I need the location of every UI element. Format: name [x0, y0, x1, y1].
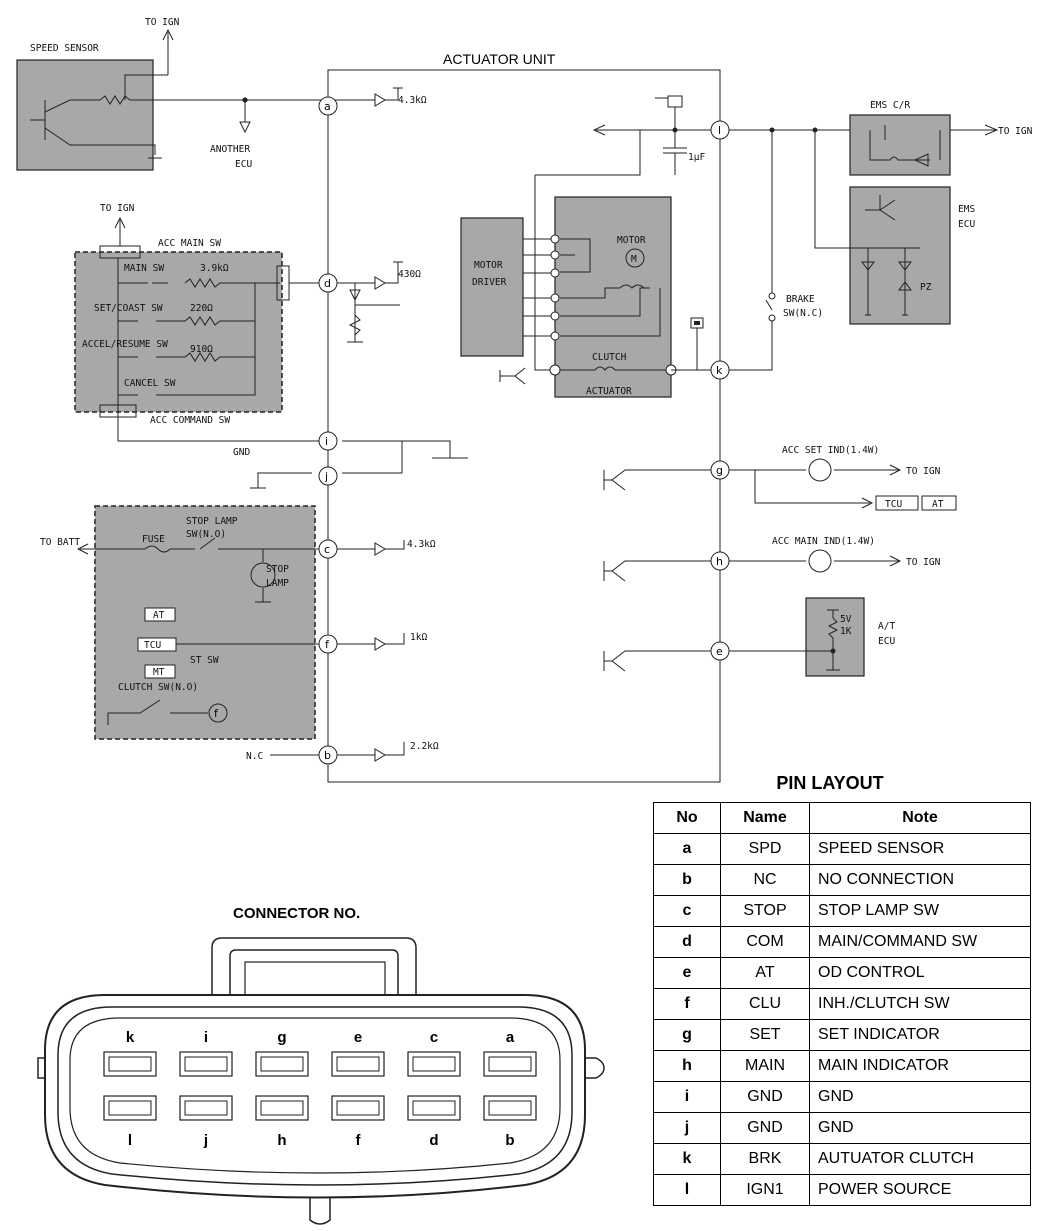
pin-note-cell: STOP LAMP SW [810, 896, 1031, 927]
pin-name-cell: GND [721, 1113, 810, 1144]
connector-drawing [38, 905, 604, 1224]
resistor-d-label: 430Ω [398, 269, 421, 280]
pin-name-cell: CLU [721, 989, 810, 1020]
connector-cavity [484, 1096, 536, 1120]
set-coast-resistor: 220Ω [190, 303, 213, 314]
pin-name-cell: SPD [721, 834, 810, 865]
actuator-internals [461, 96, 720, 397]
resistor-a-label: 4.3kΩ [398, 95, 427, 106]
table-row [654, 1113, 1031, 1144]
pin-f-node: f [325, 638, 329, 651]
speed-sensor-title: SPEED SENSOR [30, 43, 99, 54]
pin-no-cell: c [654, 896, 721, 927]
acc-set-ind-label: ACC SET IND(1.4W) [782, 445, 880, 456]
brake-sw-label-2: SW(N.C) [783, 308, 824, 319]
pullup-resistors [328, 88, 439, 761]
at-ecu-label-2: ECU [878, 636, 896, 647]
pin-a-node: a [324, 100, 331, 113]
motor-m-label: M [631, 254, 637, 265]
clutch-sw-label: CLUTCH SW(N.O) [118, 682, 199, 693]
connector-cavity [256, 1052, 308, 1076]
pin-name-cell: SET [721, 1020, 810, 1051]
pin-header-name: Name [721, 803, 810, 834]
pin-note-cell: INH./CLUTCH SW [810, 989, 1031, 1020]
acc-main-to-ign: TO IGN [906, 557, 941, 568]
connector-pin-label: a [505, 1029, 515, 1046]
fuse-label: FUSE [142, 534, 165, 545]
stop-lamp-sw-label-1: STOP LAMP [186, 516, 238, 527]
connector-cavity [332, 1052, 384, 1076]
main-sw-resistor: 3.9kΩ [200, 263, 229, 274]
clutch-label: CLUTCH [592, 352, 627, 363]
connector-pin-label: f [355, 1132, 361, 1149]
table-row [654, 1082, 1031, 1113]
pin-note-cell: NO CONNECTION [810, 865, 1031, 896]
table-row [654, 1020, 1031, 1051]
another-ecu-label-1: ANOTHER [210, 144, 251, 155]
pin-i-node: i [325, 435, 329, 448]
resistor-b-label: 2.2kΩ [410, 741, 439, 752]
acc-set-at: AT [932, 499, 944, 510]
pin-name-cell: COM [721, 927, 810, 958]
pin-note-cell: MAIN/COMMAND SW [810, 927, 1031, 958]
pin-table-header-row [654, 803, 1031, 834]
ems-ecu-label-1: EMS [958, 204, 976, 215]
connector-cavity [104, 1052, 156, 1076]
ems-ecu-label-2: ECU [958, 219, 976, 230]
resistor-c-label: 4.3kΩ [407, 539, 436, 550]
connector-cavity [408, 1096, 460, 1120]
pin-no-cell: l [654, 1175, 721, 1206]
pin-header-no: No [654, 803, 721, 834]
acc-main-sw-title: ACC MAIN SW [158, 238, 221, 249]
pin-l-node: l [718, 124, 722, 137]
table-row [654, 865, 1031, 896]
acc-set-tcu: TCU [885, 499, 903, 510]
pin-name-cell: GND [721, 1082, 810, 1113]
pin-j-node: j [325, 470, 329, 483]
pin-note-cell: MAIN INDICATOR [810, 1051, 1031, 1082]
table-row [654, 958, 1031, 989]
pin-no-cell: e [654, 958, 721, 989]
at-ecu-5v: 5V [840, 614, 852, 625]
clutch-f-label: f [214, 707, 218, 720]
pin-note-cell: AUTUATOR CLUTCH [810, 1144, 1031, 1175]
connector-pin-label: c [429, 1029, 439, 1046]
main-sw-label: MAIN SW [124, 263, 165, 274]
actuator-label: ACTUATOR [586, 386, 632, 397]
connector-title: CONNECTOR NO. [233, 905, 361, 922]
connector-cavity [104, 1096, 156, 1120]
pin-no-cell: d [654, 927, 721, 958]
table-row [654, 1051, 1031, 1082]
connector-pin-label: e [353, 1029, 363, 1046]
pin-no-cell: f [654, 989, 721, 1020]
pin-b-node: b [324, 749, 331, 762]
capacitor-label: 1μF [688, 152, 706, 163]
pin-e-node: e [716, 645, 723, 658]
gnd-label: GND [233, 447, 251, 458]
connector-pin-label: g [277, 1029, 287, 1046]
mt-option-label: MT [153, 667, 165, 678]
ems-cr-label: EMS C/R [870, 100, 911, 111]
acc-set-to-ign: TO IGN [906, 466, 941, 477]
brake-sw-label-1: BRAKE [786, 294, 815, 305]
actuator-unit-title: ACTUATOR UNIT [443, 51, 556, 67]
pin-no-cell: h [654, 1051, 721, 1082]
pin-name-cell: MAIN [721, 1051, 810, 1082]
table-row [654, 1175, 1031, 1206]
pin-d-node: d [324, 277, 331, 290]
pin-name-cell: IGN1 [721, 1175, 810, 1206]
connector-pin-label: i [203, 1029, 209, 1046]
acc-main-ind-lamp-icon [809, 550, 831, 572]
accel-resume-resistor: 910Ω [190, 344, 213, 355]
another-ecu-label-2: ECU [235, 159, 253, 170]
pin-layout-title: PIN LAYOUT [776, 773, 884, 793]
pin-no-cell: i [654, 1082, 721, 1113]
to-batt-label: TO BATT [40, 537, 81, 548]
connector-pin-label: l [127, 1132, 133, 1149]
set-coast-sw-label: SET/COAST SW [94, 303, 163, 314]
pin-no-cell: j [654, 1113, 721, 1144]
pin-note-cell: POWER SOURCE [810, 1175, 1031, 1206]
acc-set-ind-lamp-icon [809, 459, 831, 481]
connector-pin-label: h [277, 1132, 287, 1149]
connector-pin-label: d [429, 1132, 439, 1149]
connector-cavity [408, 1052, 460, 1076]
table-row [654, 927, 1031, 958]
motor-label: MOTOR [617, 235, 646, 246]
pin-note-cell: OD CONTROL [810, 958, 1031, 989]
pin-layout-table [653, 802, 1031, 1206]
speed-sensor-block [17, 17, 328, 170]
ems-to-ign: TO IGN [998, 126, 1033, 137]
connector-cavity [180, 1052, 232, 1076]
at-option-label: AT [153, 610, 165, 621]
pin-note-cell: SET INDICATOR [810, 1020, 1031, 1051]
pin-name-cell: BRK [721, 1144, 810, 1175]
stop-lamp-label-2: LAMP [266, 578, 289, 589]
st-sw-label: ST SW [190, 655, 219, 666]
accel-resume-sw-label: ACCEL/RESUME SW [82, 339, 168, 350]
pin-no-cell: a [654, 834, 721, 865]
pin-header-note: Note [810, 803, 1031, 834]
pz-label: PZ [920, 282, 932, 293]
table-row [654, 834, 1031, 865]
pin-name-cell: NC [721, 865, 810, 896]
pin-name-cell: AT [721, 958, 810, 989]
stop-lamp-sw-label-2: SW(N.O) [186, 529, 227, 540]
connector-pin-label: b [505, 1132, 515, 1149]
connector-cavity [256, 1096, 308, 1120]
acc-command-sw-label: ACC COMMAND SW [150, 415, 231, 426]
stop-lamp-block [40, 506, 331, 762]
acc-main-ind-label: ACC MAIN IND(1.4W) [772, 536, 875, 547]
stop-lamp-label-1: STOP [266, 564, 289, 575]
resistor-f-label: 1kΩ [410, 632, 428, 643]
nc-label: N.C [246, 751, 264, 762]
connector-pin-label: k [125, 1029, 135, 1046]
pin-note-cell: GND [810, 1113, 1031, 1144]
connector-cavity [484, 1052, 536, 1076]
pin-no-cell: g [654, 1020, 721, 1051]
at-ecu-1k: 1K [840, 626, 852, 637]
actuator-unit-frame [328, 70, 720, 782]
tcu-option-label: TCU [144, 640, 162, 651]
table-row [654, 1144, 1031, 1175]
pin-g-node: g [716, 464, 723, 477]
pin-k-node: k [716, 364, 723, 377]
pin-no-cell: b [654, 865, 721, 896]
at-ecu-label-1: A/T [878, 621, 896, 632]
acc-switch-block [75, 203, 468, 488]
pin-c-node: c [324, 543, 331, 556]
table-row [654, 989, 1031, 1020]
connector-pin-label: j [203, 1132, 209, 1149]
connector-cavity [332, 1096, 384, 1120]
connector-cavity [180, 1096, 232, 1120]
pin-note-cell: GND [810, 1082, 1031, 1113]
cancel-sw-label: CANCEL SW [124, 378, 176, 389]
table-row [654, 896, 1031, 927]
pin-h-node: h [716, 555, 723, 568]
pin-no-cell: k [654, 1144, 721, 1175]
motor-driver-label-2: DRIVER [472, 277, 507, 288]
pin-note-cell: SPEED SENSOR [810, 834, 1031, 865]
speed-sensor-to-ign: TO IGN [145, 17, 180, 28]
motor-driver-label-1: MOTOR [474, 260, 503, 271]
pin-name-cell: STOP [721, 896, 810, 927]
acc-to-ign: TO IGN [100, 203, 135, 214]
